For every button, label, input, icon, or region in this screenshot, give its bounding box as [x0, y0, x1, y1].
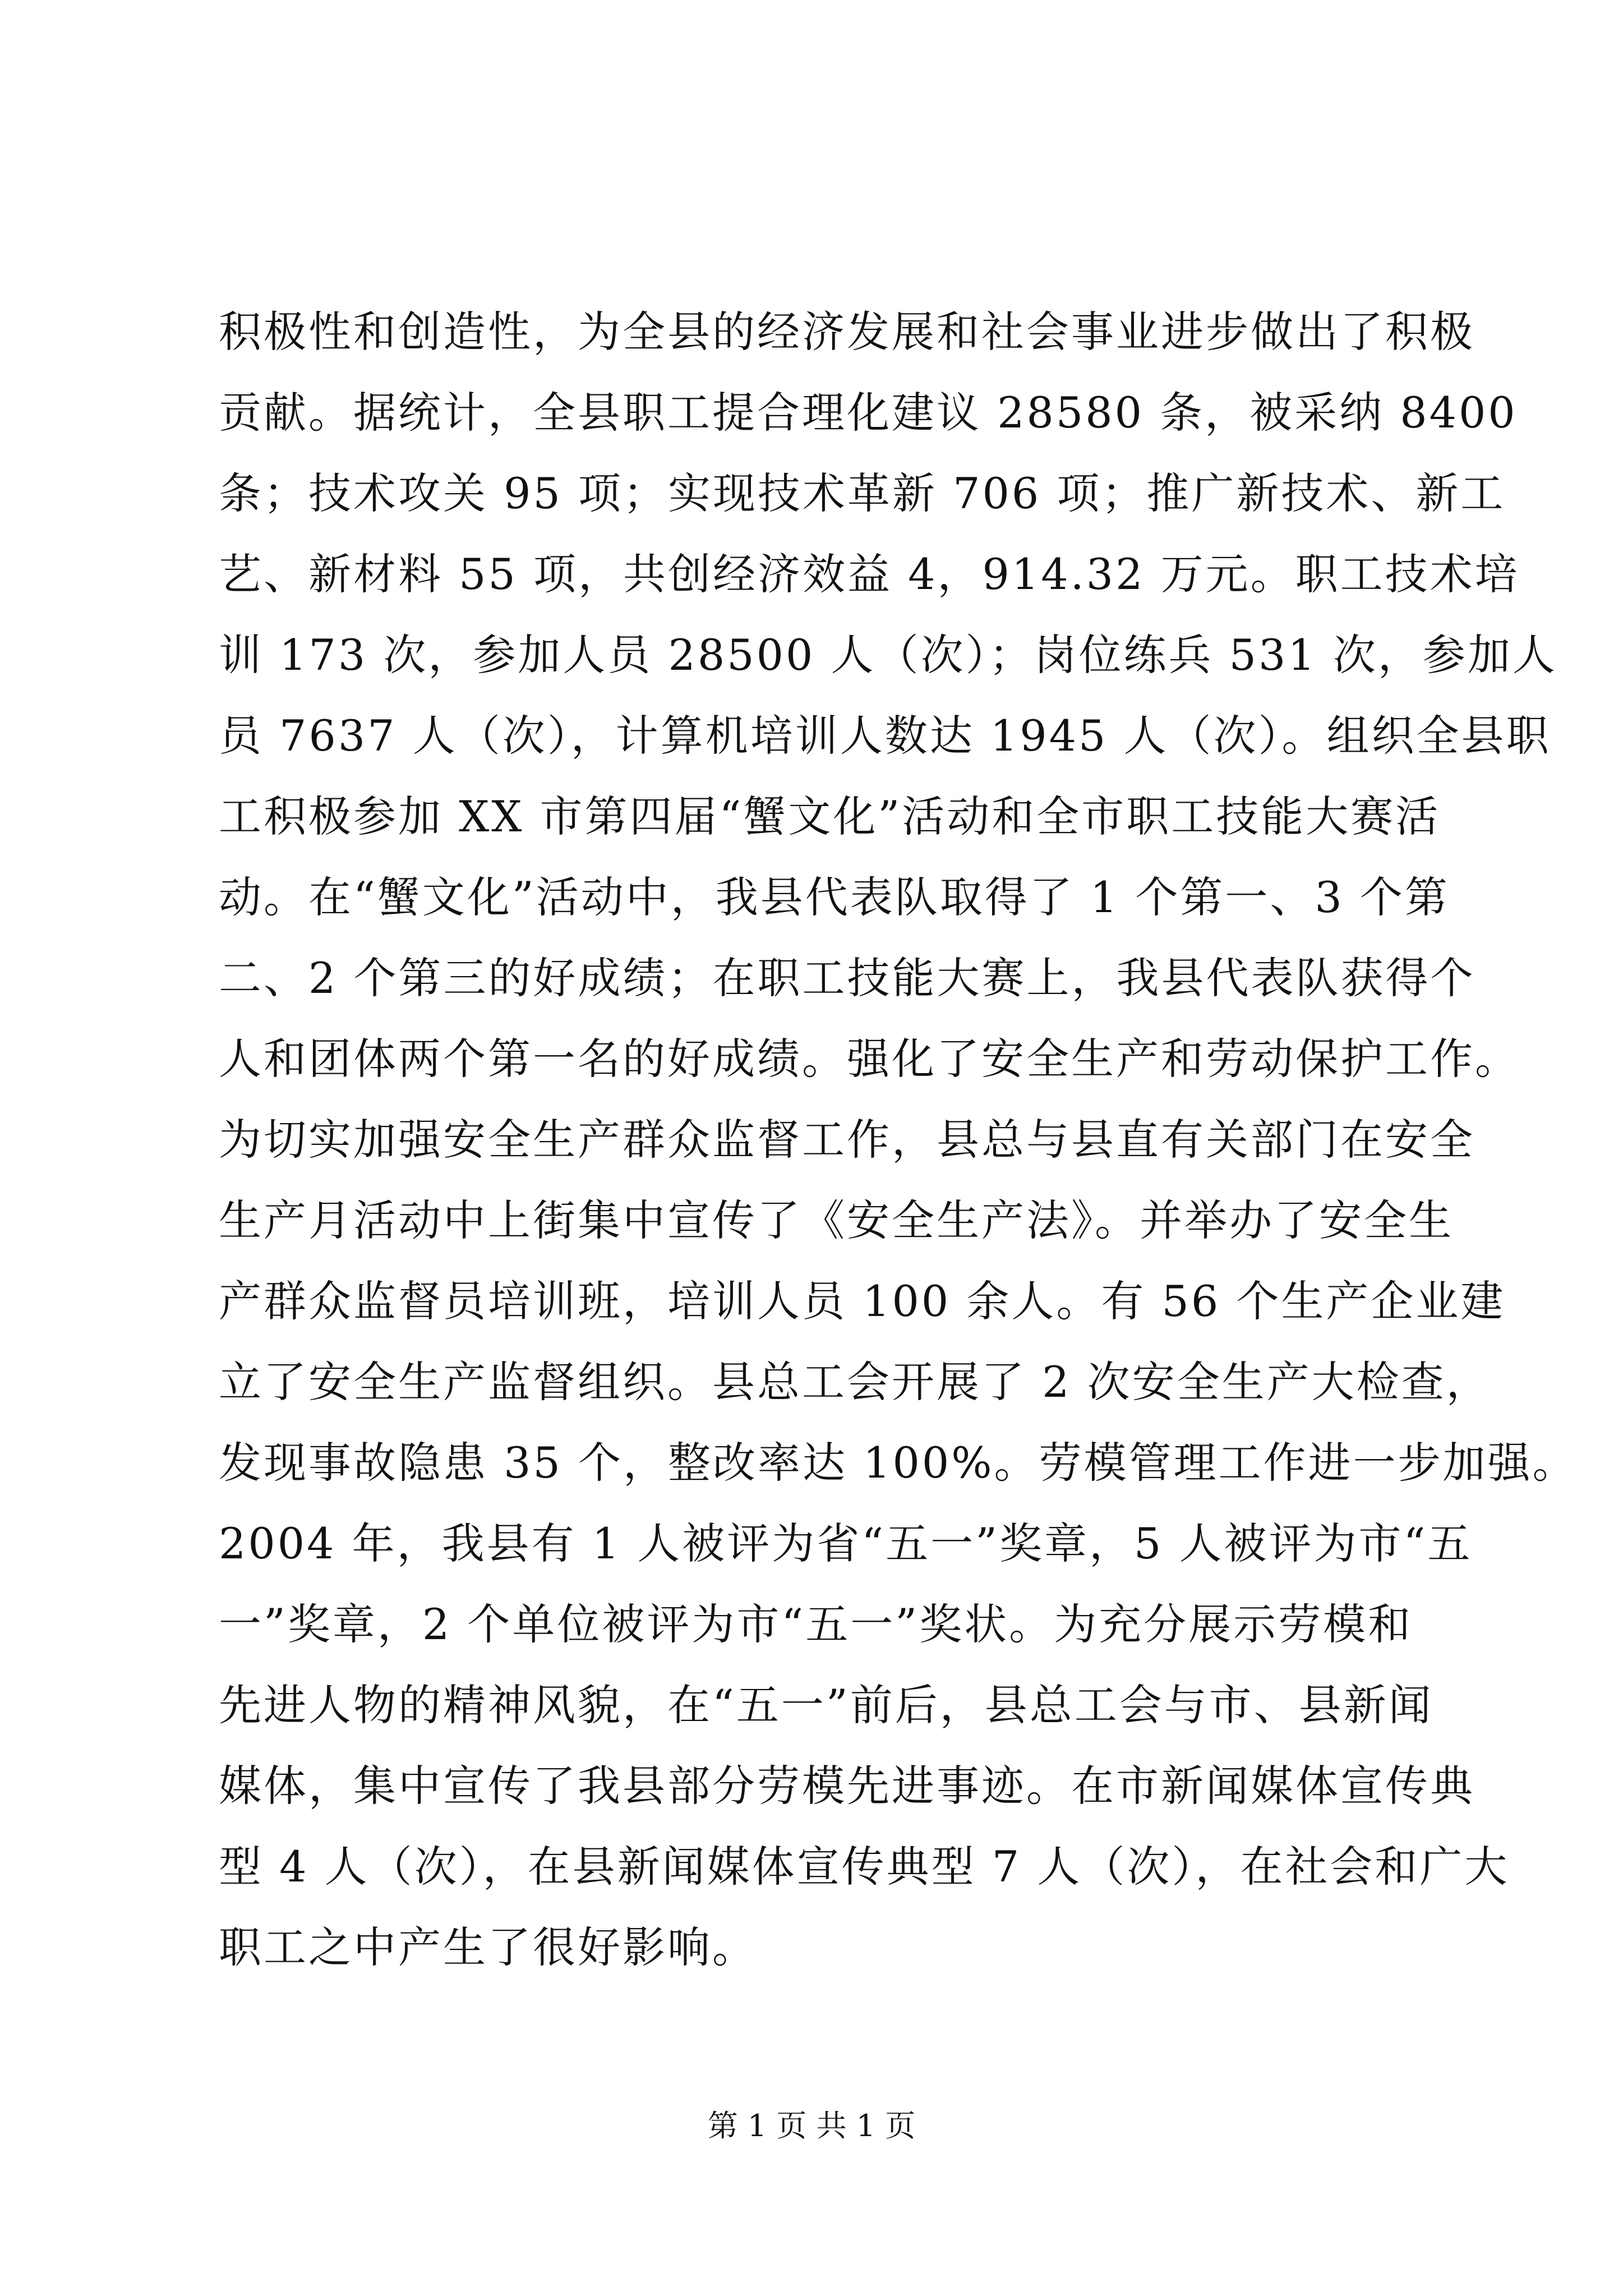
text-line: 条；技术攻关 95 项；实现技术革新 706 项；推广新技术、新工 — [219, 468, 1506, 518]
text-line: 人和团体两个第一名的好成绩。强化了安全生产和劳动保护工作。 — [219, 1034, 1520, 1084]
text-line: 训 173 次，参加人员 28500 人（次）；岗位练兵 531 次，参加人 — [219, 630, 1557, 680]
text-line: 贡献。据统计，全县职工提合理化建议 28580 条，被采纳 8400 — [219, 388, 1518, 438]
text-line: 二、2 个第三的好成绩；在职工技能大赛上，我县代表队获得个 — [219, 953, 1476, 1003]
text-line: 艺、新材料 55 项，共创经济效益 4，914.32 万元。职工技术培 — [219, 549, 1520, 599]
text-line: 发现事故隐患 35 个，整改率达 100%。劳模管理工作进一步加强。 — [219, 1438, 1578, 1488]
text-line: 立了安全生产监督组织。县总工会开展了 2 次安全生产大检查， — [219, 1357, 1491, 1407]
text-line: 先进人物的精神风貌，在“五一”前后，县总工会与市、县新闻 — [219, 1680, 1433, 1730]
body-paragraph — [219, 292, 1578, 1988]
text-line: 型 4 人（次），在县新闻媒体宣传典型 7 人（次），在社会和广大 — [219, 1842, 1510, 1892]
text-line: 产群众监督员培训班，培训人员 100 余人。有 56 个生产企业建 — [219, 1276, 1506, 1326]
text-line: 动。在“蟹文化”活动中，我县代表队取得了 1 个第一、3 个第 — [219, 872, 1450, 922]
text-line: 2004 年，我县有 1 人被评为省“五一”奖章，5 人被评为市“五 — [219, 1519, 1473, 1568]
text-line: 职工之中产生了很好影响。 — [219, 1922, 757, 1972]
text-line: 媒体，集中宣传了我县部分劳模先进事迹。在市新闻媒体宣传典 — [219, 1761, 1475, 1811]
text-line: 工积极参加 XX 市第四届“蟹文化”活动和全市职工技能大赛活 — [219, 792, 1441, 841]
text-line: 为切实加强安全生产群众监督工作，县总与县直有关部门在安全 — [219, 1115, 1475, 1165]
text-line: 一”奖章，2 个单位被评为市“五一”奖状。为充分展示劳模和 — [219, 1599, 1413, 1649]
text-line: 积极性和创造性，为全县的经济发展和社会事业进步做出了积极 — [219, 307, 1475, 357]
page-number-footer: 第 1 页 共 1 页 — [707, 2108, 916, 2143]
text-line: 员 7637 人（次），计算机培训人数达 1945 人（次）。组织全县职 — [219, 711, 1551, 761]
text-line: 生产月活动中上街集中宣传了《安全生产法》。并举办了安全生 — [219, 1195, 1454, 1245]
